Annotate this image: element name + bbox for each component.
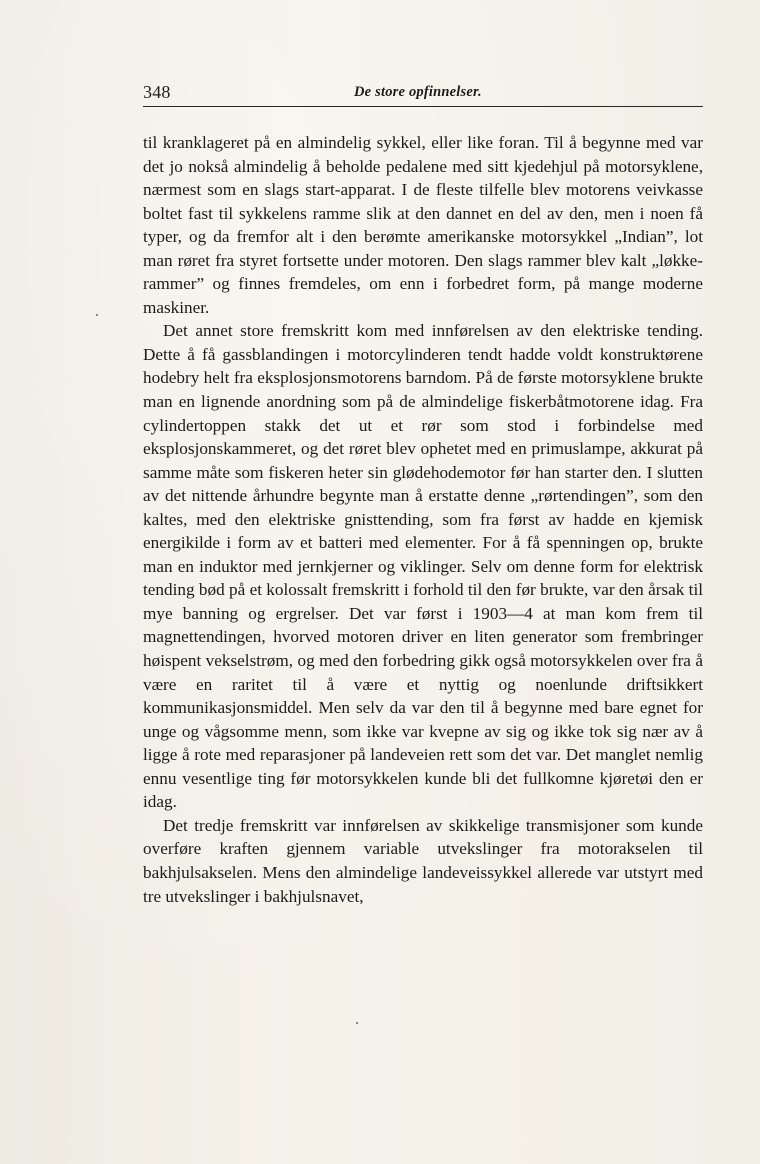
- running-title: De store opfinnelser.: [354, 84, 482, 100]
- page-number: 348: [143, 82, 171, 102]
- paragraph-1: til kranklageret på en almindelig sykkel, eller like foran. Til å begynne med var det jo nokså almindelig å beholde pedalene med sitt kjedehjul på motorsyklene, nærmest som en slags start-apparat. I de fleste tilfelle blev motorens veivkasse boltet fast til sykkelens ramme slik at den dannet en del av den, men i noen få typer, og da fremfor alt i den berømte amerikanske motorsykkel „Indian”, lot man røret fra styret fortsette under motoren. Den slags rammer blev kalt „løkke-rammer” og finnes fremdeles, om enn i forbedret form, på mange moderne maskiner.: [143, 133, 703, 317]
- paragraph-2: Det annet store fremskritt kom med innførelsen av den elektriske tending. Dette å få gassblandingen i motorcylinderen tendt hadde voldt konstruktørene hodebry helt fra eksplosjonsmotorens barndom. På de første motorsyklene brukte man en lignende anordning som på de almindelige fiskerbåtmotorene idag. Fra cylindertoppen stakk det ut et rør som stod i forbindelse med eksplosjonskammeret, og det røret blev ophetet med en primuslampe, akkurat på samme måte som fiskeren heter sin glødehodemotor før han starter den. I slutten av det nittende århundre begynte man å erstatte denne „rørtendingen”, som den kaltes, med den elektriske gnisttending, som fra først av hadde en kjemisk energikilde i form av et batteri med elementer. For å få spenningen op, brukte man en induktor med jernkjerner og viklinger. Selv om denne form for elektrisk tending bød på et kolossalt fremskritt i forhold til den før brukte, var den årsak til mye banning og ergrelser. Det var først i 1903—4 at man kom frem til magnettendingen, hvorved motoren driver en liten generator som frembringer høispent vekselstrøm, og med den forbedring gikk også motorsykkelen over fra å være en raritet til å være et nyttig og noenlunde driftsikkert kommunikasjonsmiddel. Men selv da var den til å begynne med bare egnet for unge og vågsomme menn, som ikke var kvepne av sig og ikke tok sig nær av å ligge å rote med reparasjoner på landeveien rett som det var. Det manglet nemlig ennu vesentlige ting før motorsykkelen kunde bli det fullkomne kjøretøi den er idag.: [143, 321, 703, 812]
- body-text: [143, 131, 703, 908]
- paper-speck: [96, 314, 98, 316]
- paragraph-3: Det tredje fremskritt var innførelsen av skikkelige transmisjoner som kunde overføre kraften gjennem variable utvekslinger fra motorakselen til bakhjulsakselen. Mens den almindelige landeveissykkel allerede var utstyrt med tre utvekslinger i bakhjulsnavet,: [143, 815, 703, 906]
- paper-speck: [356, 1022, 358, 1024]
- page-header: [143, 80, 703, 107]
